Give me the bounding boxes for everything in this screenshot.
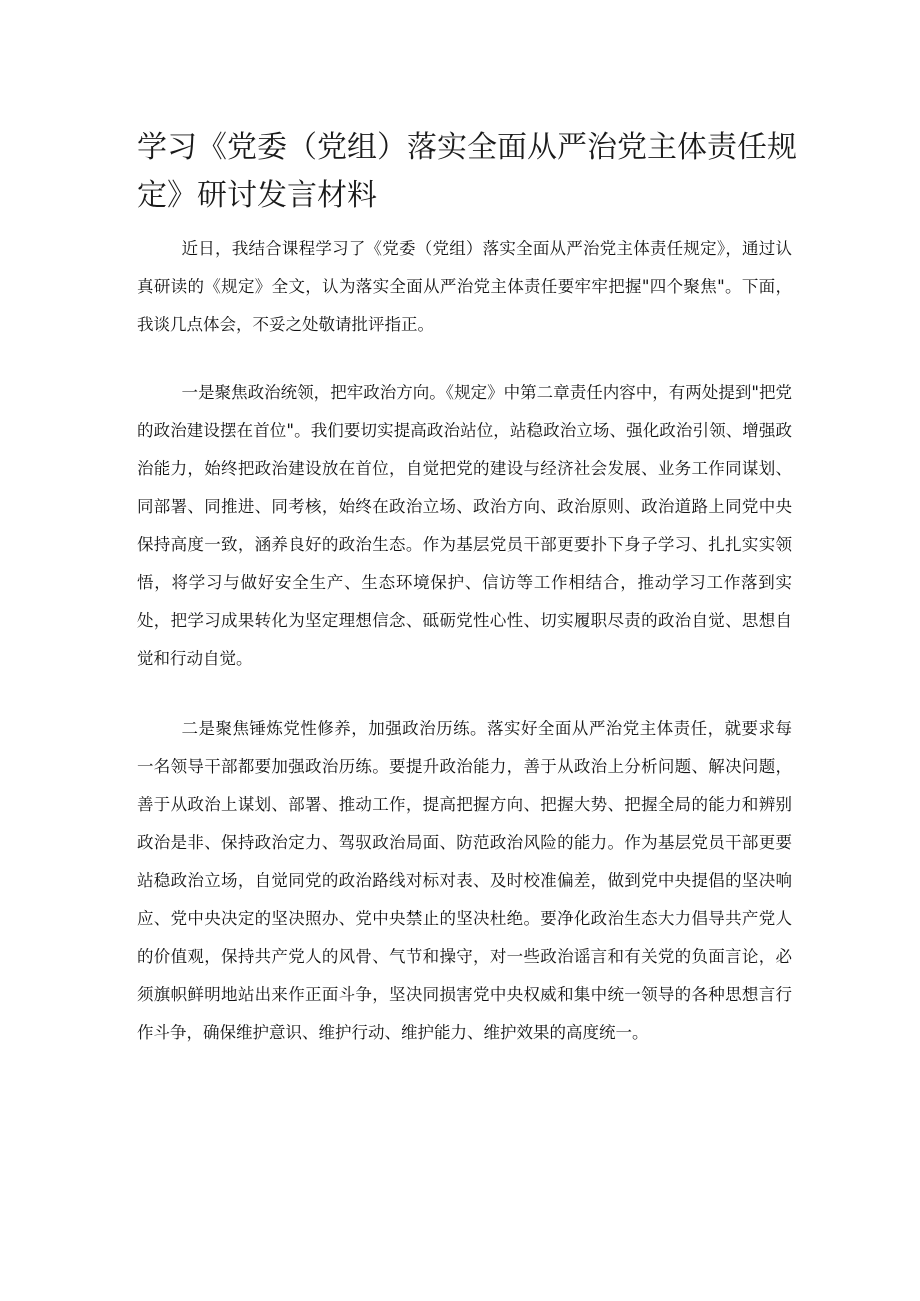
document-title: 学习《党委（党组）落实全面从严治党主体责任规定》研讨发言材料 bbox=[137, 130, 797, 213]
paragraph-point-two: 二是聚焦锤炼党性修养，加强政治历练。落实好全面从严治党主体责任，就要求每一名领导干部都要加强政治历练。要提升政治能力，善于从政治上分析问题、解决问题，善于从政治上谋划、部署、推动工作，提高把握方向、把握大势、把握全局的能力和辨别政治是非、保持政治定力、驾驭政治局面、防范政治风险的能力。作为基层党员干部更要站稳政治立场，自觉同党的政治路线对标对表、及时校准偏差，做到党中央提倡的坚决响应、党中央决定的坚决照办、党中央禁止的坚决杜绝。要净化政治生态大力倡导共产党人的价值观，保持共产党人的风骨、气节和操守，对一些政治谣言和有关党的负面言论，必须旗帜鲜明地站出来作正面斗争，坚决同损害党中央权威和集中统一领导的各种思想言行作斗争，确保维护意识、维护行动、维护能力、维护效果的高度统一。 bbox=[137, 719, 792, 1042]
paragraph-point-one: 一是聚焦政治统领，把牢政治方向。《规定》中第二章责任内容中，有两处提到"把党的政治建设摆在首位"。我们要切实提高政治站位，站稳政治立场、强化政治引领、增强政治能力，始终把政治建设放在首位，自觉把党的建设与经济社会发展、业务工作同谋划、同部署、同推进、同考核，始终在政治立场、政治方向、政治原则、政治道路上同党中央保持高度一致，涵养良好的政治生态。作为基层党员干部更要扑下身子学习、扎扎实实领悟，将学习与做好安全生产、生态环境保护、信访等工作相结合，推动学习工作落到实处，把学习成果转化为坚定理想信念、砥砺党性心性、切实履职尽责的政治自觉、思想自觉和行动自觉。 bbox=[137, 383, 792, 668]
paragraph-introduction: 近日，我结合课程学习了《党委（党组）落实全面从严治党主体责任规定》，通过认真研读的《规定》全文，认为落实全面从严治党主体责任要牢牢把握"四个聚焦"。下面，我谈几点体会，不妥之处敬请批评指正。 bbox=[137, 239, 792, 334]
